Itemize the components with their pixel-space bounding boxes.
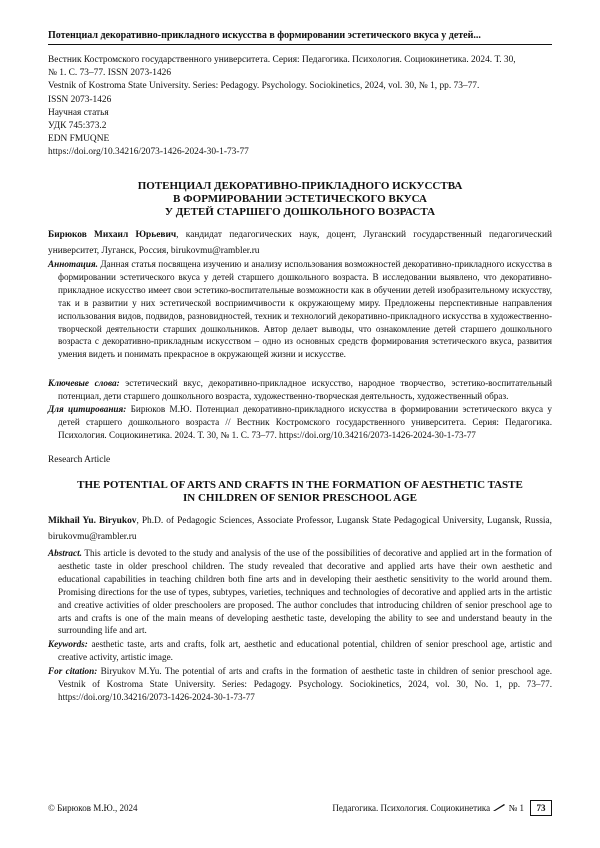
meta-line: Вестник Костромского государственного университета. Серия: Педагогика. Психология. Социокинетика. 2024. Т. 30, bbox=[48, 55, 516, 65]
abstract-en bbox=[48, 547, 552, 637]
meta-line: ISSN 2073-1426 bbox=[48, 94, 112, 105]
meta-line: EDN FMUQNE bbox=[48, 134, 110, 145]
meta-line: Vestnik of Kostroma State University. Series: Pedagogy. Psychology. Sociokinetics, 2024, vol. 30, № 1, pp. 73–77. bbox=[48, 81, 480, 92]
annotation-label: Аннотация. bbox=[48, 259, 98, 269]
citation-en bbox=[48, 665, 552, 704]
citation-ru bbox=[48, 403, 552, 442]
meta-line: УДК 745:373.2 bbox=[48, 121, 107, 132]
research-article-label: Research Article bbox=[48, 455, 111, 465]
annotation-text: Данная статья посвящена изучению и анализу использования возможностей декоративно-прикладного искусства в формировании эстетического вкуса у детей старшего дошкольного возраста. В исследовании выявлено, что декоративно-прикладное искусство имеет свои эстетико-воспитательные возможности как в обучении детей изобразительному искусству, так и в развитии у них эстетической восприимчивости к окружающему миру. Предложены перспективные направления использования видов, подвидов, разновидностей, техник и технологий декоративно-прикладного искусства в художественно-творческой деятельности старших дошкольников. Автор делает выводы, что ознакомление детей старшего дошкольного возраста с декоративно-прикладным искусством – одно из основных средств формирования эстетического вкуса, развития умения видеть и понимать прекрасное в окружающей жизни и искусстве. bbox=[58, 259, 552, 360]
citation-text-en: Biryukov M.Yu. The potential of arts and crafts in the formation of aesthetic taste in children of senior preschool age. Vestnik of Kostroma State University. Series: Pedagogy. Psychology. Sociokinetics, 2024, vol. 30, No. 1, pp. 73–77. https://doi.org/10.34216/2073-1426-2024-30-1-73-77 bbox=[58, 666, 552, 702]
title-en: THE POTENTIAL OF ARTS AND CRAFTS IN THE FORMATION OF AESTHETIC TASTE IN CHILDREN OF SENIOR PRESCHOOL AGE bbox=[77, 479, 523, 504]
meta-line: № 1. С. 73–77. ISSN 2073-1426 bbox=[48, 68, 172, 79]
author-affiliation-ru: , кандидат педагогических наук, доцент, Луганский государственный педагогический университет, Луганск, Россия, birukovmu@rambler.ru bbox=[48, 230, 553, 256]
citation-label-ru: Для цитирования: bbox=[48, 404, 127, 414]
copyright: © Бирюков М.Ю., 2024 bbox=[48, 803, 138, 813]
author-en bbox=[48, 514, 552, 545]
title-ru: ПОТЕНЦИАЛ ДЕКОРАТИВНО-ПРИКЛАДНОГО ИСКУССТВА В ФОРМИРОВАНИИ ЭСТЕТИЧЕСКОГО ВКУСА У ДЕТЕЙ СТАРШЕГО ДОШКОЛЬНОГО ВОЗРАСТА bbox=[137, 180, 463, 218]
abstract-label: Abstract. bbox=[48, 548, 82, 558]
citation-text-ru: Бирюков М.Ю. Потенциал декоративно-прикладного искусства в формировании эстетического вкуса у детей старшего дошкольного возраста // Вестник Костромского государственного университета. Серия: Педагогика. Психология. Социокинетика. 2024. Т. 30, № 1. С. 73–77. https://doi.org/10.34216/2073-1426-2024-30-1-73-77 bbox=[58, 404, 552, 440]
author-name-en: Mikhail Yu. Biryukov bbox=[48, 516, 137, 526]
keywords-label-ru: Ключевые слова: bbox=[48, 378, 120, 388]
publication-meta bbox=[48, 54, 552, 160]
author-ru bbox=[48, 228, 552, 259]
running-header: Потенциал декоративно-прикладного искусства в формировании эстетического вкуса у детей... bbox=[48, 30, 552, 45]
abstract-text: This article is devoted to the study and analysis of the use of the possibilities of decorative and applied art in the formation of aesthetic taste in older preschool children. The study revealed that decorative and applied arts have their own aesthetic and educational capabilities in teaching children both fine arts and in developing their aesthetic sensitivity to the world around them. Promising directions for the use of types, subtypes, varieties, techniques and technologies of decorative and applied arts in the artistic and creative activities of older preschoolers are proposed. The author concludes that introducing children of senior preschool age to arts and crafts is one of the main means of developing aesthetic taste, developing the ability to see and understand beauty in the surrounding life and art. bbox=[58, 548, 552, 636]
keywords-label-en: Keywords: bbox=[48, 639, 88, 649]
doi-link[interactable]: https://doi.org/10.34216/2073-1426-2024-30-1-73-77 bbox=[48, 147, 249, 158]
keywords-ru bbox=[48, 377, 552, 403]
author-name-ru: Бирюков Михаил Юрьевич bbox=[48, 230, 177, 240]
keywords-text-en: aesthetic taste, arts and crafts, folk art, aesthetic and educational potential, children of senior preschool age, artistic and creative activity, artistic image. bbox=[58, 639, 552, 662]
pen-nib-icon bbox=[492, 803, 506, 812]
annotation-ru bbox=[48, 258, 552, 361]
keywords-text-ru: эстетический вкус, декоративно-прикладное искусство, народное творчество, эстетико-воспитательный потенциал, дети старшего дошкольного возраста, художественно-творческая деятельность, художественный образ. bbox=[58, 378, 552, 401]
footer-journal-name: Педагогика. Психология. Социокинетика bbox=[332, 803, 491, 813]
page-number: 73 bbox=[530, 800, 552, 816]
author-affiliation-en: , Ph.D. of Pedagogic Sciences, Associate Professor, Lugansk State Pedagogical University, Lugansk, Russia, birukovmu@rambler.ru bbox=[48, 516, 552, 542]
keywords-en bbox=[48, 638, 552, 664]
footer-issue: № 1 bbox=[508, 803, 524, 813]
citation-label-en: For citation: bbox=[48, 666, 98, 676]
page-footer bbox=[48, 800, 552, 816]
meta-line: Научная статья bbox=[48, 107, 109, 118]
footer-journal bbox=[332, 803, 524, 813]
